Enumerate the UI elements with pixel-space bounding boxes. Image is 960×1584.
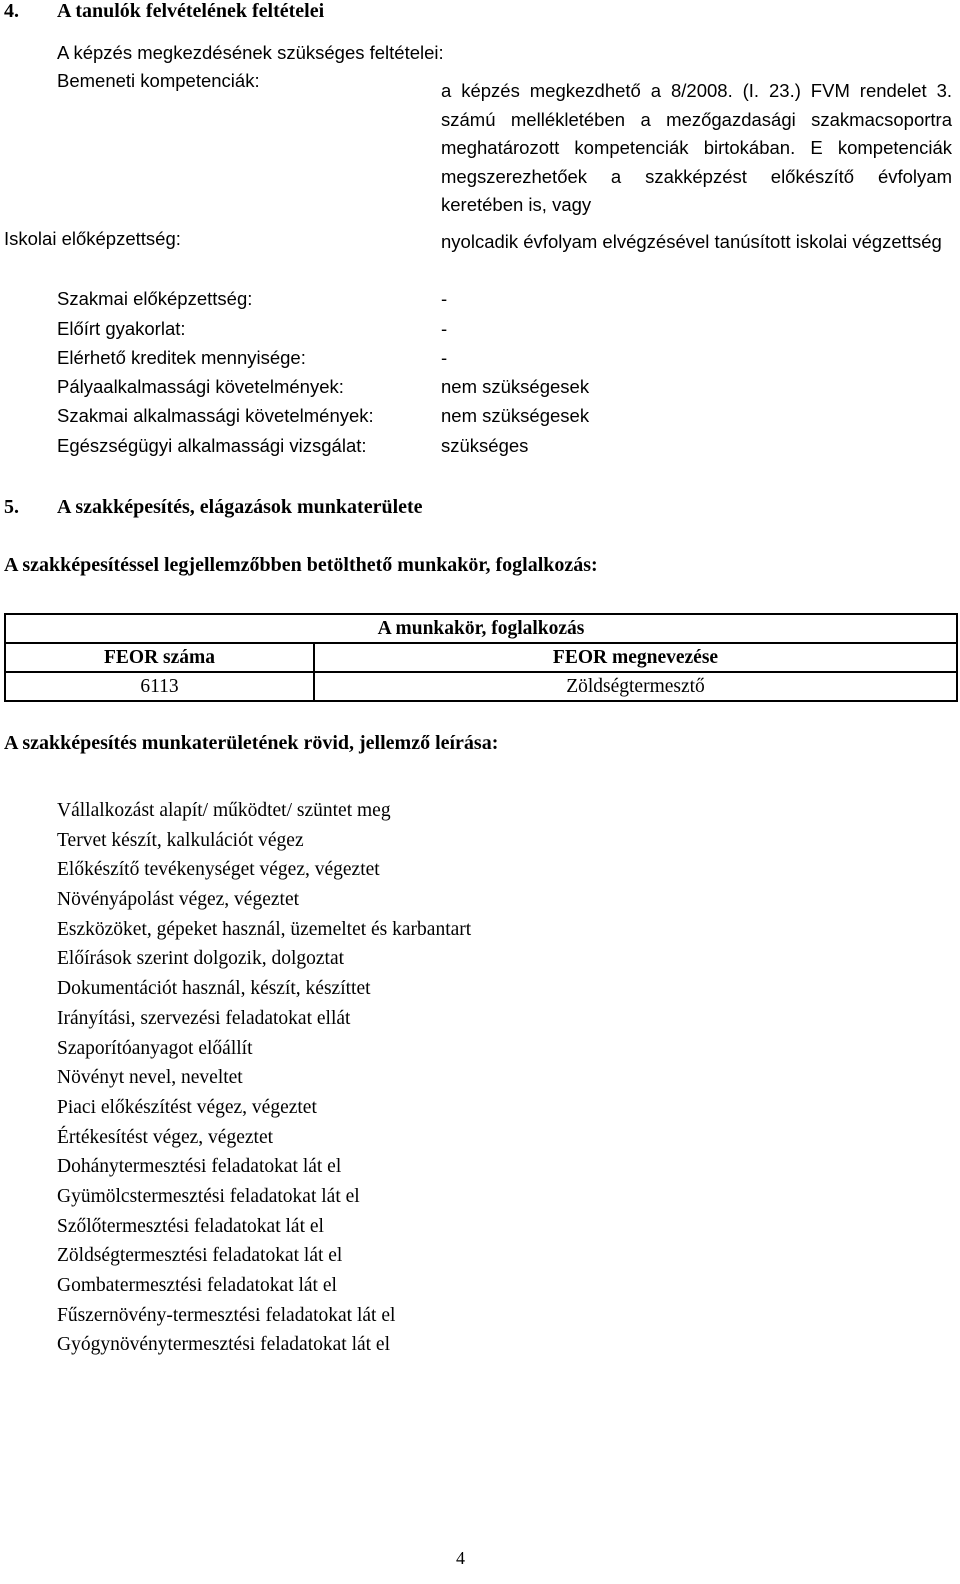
list-item: Szaporítóanyagot előállít — [57, 1037, 253, 1059]
feor-code-cell: 6113 — [5, 672, 314, 701]
requirement-value: - — [441, 318, 448, 339]
list-item: Fűszernövény-termesztési feladatokat lát el — [57, 1304, 396, 1326]
entry-competence-value: a képzés megkezdhető a 8/2008. (I. 23.) FVM rendelet 3. számú mellékletében a mezőgazdasági szakmacsoportra meghatározott kompetenciák birtokában. E kompetenciák megszerezhetőek a szakképzést előkészítő évfolyam keretében is, vagy — [441, 80, 952, 215]
requirement-label: Szakmai alkalmassági követelmények: — [57, 405, 374, 426]
list-item: Vállalkozást alapít/ működtet/ szüntet meg — [57, 800, 391, 821]
list-item: Szőlőtermesztési feladatokat lát el — [57, 1215, 324, 1237]
list-item: Növényápolást végez, végeztet — [57, 889, 300, 911]
section-5-number: 5. — [4, 496, 19, 518]
page-number: 4 — [456, 1548, 465, 1568]
list-item: Piaci előkészítést végez, végeztet — [57, 1096, 317, 1118]
feor-table — [4, 613, 958, 702]
school-prerequisite-label: Iskolai előképzettség: — [4, 228, 181, 249]
list-item: Gyümölcstermesztési feladatokat lát el — [57, 1185, 360, 1207]
entry-competence-label: Bemeneti kompetenciák: — [57, 70, 260, 91]
feor-code-header: FEOR száma — [5, 643, 314, 672]
school-prerequisite-value: nyolcadik évfolyam elvégzésével tanúsított iskolai végzettség — [441, 231, 942, 252]
list-item: Dokumentációt használ, készít, készíttet — [57, 978, 371, 1000]
task-list — [57, 796, 471, 1360]
requirement-value: - — [441, 288, 448, 309]
requirement-label: Elérhető kreditek mennyisége: — [57, 347, 306, 368]
requirement-value: - — [441, 347, 448, 368]
feor-table-header: A munkakör, foglalkozás — [5, 614, 957, 643]
list-item: Dohánytermesztési feladatokat lát el — [57, 1156, 342, 1178]
requirement-value: szükséges — [441, 435, 529, 456]
requirement-label: Egészségügyi alkalmassági vizsgálat: — [57, 435, 367, 456]
requirement-value: nem szükségesek — [441, 405, 590, 426]
list-item: Előkészítő tevékenységet végez, végeztet — [57, 859, 380, 881]
section-4-title: A tanulók felvételének feltételei — [57, 0, 325, 22]
list-item: Növényt nevel, neveltet — [57, 1067, 243, 1089]
requirement-label: Előírt gyakorlat: — [57, 318, 186, 339]
list-item: Előírások szerint dolgozik, dolgoztat — [57, 948, 345, 970]
requirement-value: nem szükségesek — [441, 376, 590, 397]
requirement-label: Szakmai előképzettség: — [57, 288, 253, 309]
feor-name-header: FEOR megnevezése — [314, 643, 957, 672]
list-item: Irányítási, szervezési feladatokat ellát — [57, 1007, 351, 1029]
list-item: Tervet készít, kalkulációt végez — [57, 829, 304, 851]
feor-name-cell: Zöldségtermesztő — [314, 672, 957, 701]
list-item: Zöldségtermesztési feladatokat lát el — [57, 1245, 343, 1267]
list-item: Gyógynövénytermesztési feladatokat lát el — [57, 1334, 391, 1356]
requirements-intro: A képzés megkezdésének szükséges feltételei: — [57, 42, 444, 63]
section-5-title: A szakképesítés, elágazások munkaterülete — [57, 496, 423, 518]
list-item: Eszközöket, gépeket használ, üzemeltet és karbantart — [57, 918, 472, 940]
section-4-number: 4. — [4, 0, 19, 22]
work-area-description-title: A szakképesítés munkaterületének rövid, jellemző leírása: — [4, 732, 499, 754]
requirement-label: Pályaalkalmassági követelmények: — [57, 376, 344, 397]
occupation-subtitle: A szakképesítéssel legjellemzőbben betölthető munkakör, foglalkozás: — [4, 554, 598, 576]
list-item: Értékesítést végez, végeztet — [57, 1126, 274, 1148]
list-item: Gombatermesztési feladatokat lát el — [57, 1275, 337, 1296]
